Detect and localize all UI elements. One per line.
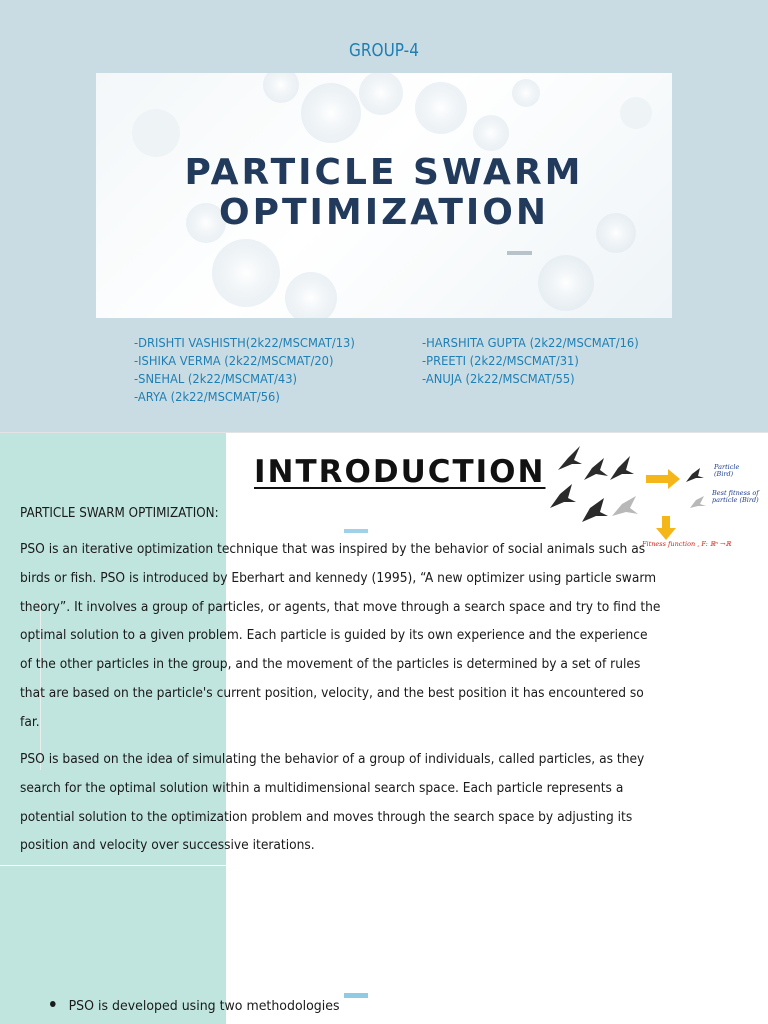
intro-paragraph-2: PSO is based on the idea of simulating the behavior of a group of individuals, called particles, as they search for the optimal solution within a multidimensional search space. Each particle represents a potential solution to the optimization problem and moves through the search space by adjusting its position and velocity over successive iterations. [20, 752, 645, 854]
author-item: -ANUJA (2k22/MSCMAT/55) [422, 371, 575, 386]
author-item: -SNEHAL (2k22/MSCMAT/43) [134, 371, 298, 386]
author-item: -HARSHITA GUPTA (2k22/MSCMAT/16) [422, 335, 639, 350]
bullet-item [50, 998, 340, 1014]
bullet-text: PSO is developed using two methodologies [68, 998, 340, 1014]
title-line-1: PARTICLE SWARM [184, 152, 584, 193]
title-line-2: OPTIMIZATION [218, 192, 549, 233]
title-card [96, 73, 672, 318]
figure-label-particle: Particle (Bird) [714, 463, 740, 478]
title-slide [0, 0, 768, 432]
figure-label-fitness-function: Fitness function , F: ℝⁿ →ℝ [642, 540, 731, 548]
panel-divider [0, 865, 226, 866]
author-item: -DRISHTI VASHISTH(2k22/MSCMAT/13) [134, 335, 355, 350]
accent-tab-top [344, 529, 368, 533]
accent-tab-bottom [344, 993, 368, 998]
author-item: -ARYA (2k22/MSCMAT/56) [134, 389, 280, 404]
slide-divider [0, 432, 768, 433]
intro-paragraph-1: PSO is an iterative optimization technique that was inspired by the behavior of social animals such as birds or fish. PSO is introduced by Eberhart and kennedy (1995), “A new optimizer using particle swarm theory”. It involves a group of particles, or agents, that move through a search space and try to find the optimal solution to a given problem. Each particle is guided by its own experience and the experience of the other particles in the group, and the movement of the particles is determined by a set of rules that are based on the particle's current position, velocity, and the best position it has encountered so far. [20, 542, 661, 730]
main-title [96, 153, 672, 233]
figure-label-best-line-1: Best fitness of [712, 489, 759, 497]
authors-left-column [134, 334, 374, 406]
bullet-dot-icon [50, 1001, 56, 1007]
authors-right-column [422, 334, 658, 388]
group-label: GROUP-4 [349, 40, 419, 61]
title-accent-dash [507, 251, 532, 255]
figure-label-best-line-2: particle (Bird) [712, 496, 759, 504]
section-heading: INTRODUCTION [254, 454, 546, 490]
author-item: -PREETI (2k22/MSCMAT/31) [422, 353, 579, 368]
figure-label-best-fitness [712, 490, 759, 504]
introduction-slide [0, 432, 768, 1024]
author-item: -ISHIKA VERMA (2k22/MSCMAT/20) [134, 353, 334, 368]
section-subheading: PARTICLE SWARM OPTIMIZATION: [20, 506, 219, 521]
